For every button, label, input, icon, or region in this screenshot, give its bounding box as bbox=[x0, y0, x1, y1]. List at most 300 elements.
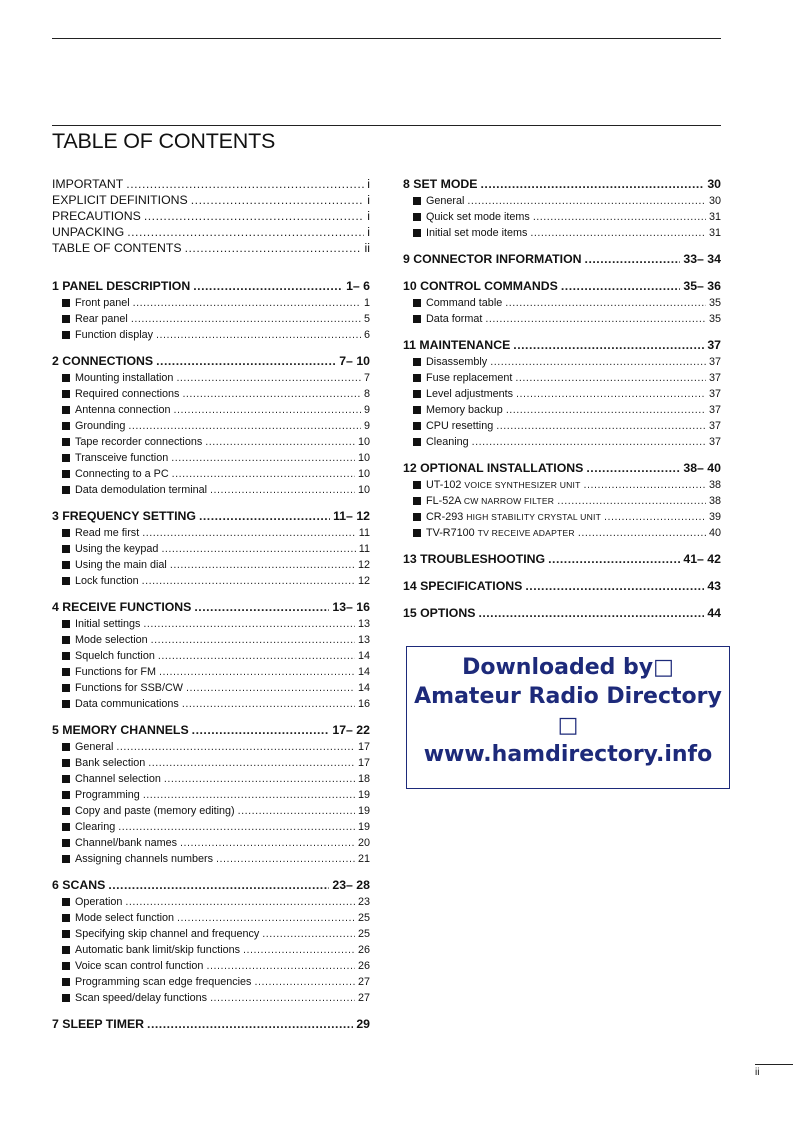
toc-entry-page: i bbox=[367, 193, 370, 207]
toc-subentry-page: 6 bbox=[363, 329, 370, 341]
toc-entry-label bbox=[52, 224, 124, 240]
leader-dots bbox=[147, 1016, 353, 1033]
leader-dots bbox=[472, 434, 706, 450]
toc-subentry-text: Initial settings bbox=[75, 618, 141, 630]
toc-subentry bbox=[52, 739, 370, 755]
leader-dots bbox=[164, 771, 355, 787]
toc-section-page: 37 bbox=[707, 338, 721, 352]
leader-dots bbox=[584, 477, 706, 493]
leader-dots bbox=[156, 327, 361, 343]
leader-dots bbox=[238, 803, 355, 819]
toc-subentry-description: TV RECEIVE ADAPTER bbox=[477, 528, 575, 538]
toc-section-label bbox=[52, 508, 196, 525]
leader-dots bbox=[467, 193, 706, 209]
toc-section-label bbox=[403, 337, 510, 354]
toc-entry-page: i bbox=[367, 225, 370, 239]
toc-subentry-text: CR-293 bbox=[426, 511, 464, 523]
toc-subentry-page: 23 bbox=[357, 896, 370, 908]
leader-dots bbox=[485, 311, 706, 327]
toc-subentry-text: Programming bbox=[75, 789, 140, 801]
toc-section bbox=[403, 251, 721, 268]
toc-subentry-page: 8 bbox=[363, 388, 370, 400]
toc-subentry-text: Programming scan edge frequencies bbox=[75, 976, 252, 988]
toc-subentry bbox=[52, 648, 370, 664]
toc-subentry bbox=[52, 573, 370, 589]
toc-subentry-page: 14 bbox=[357, 650, 370, 662]
toc-subentry-text: Using the main dial bbox=[75, 559, 167, 571]
toc-subentry bbox=[52, 926, 370, 942]
leader-dots bbox=[206, 958, 355, 974]
toc-subentry-text: Voice scan control function bbox=[75, 960, 204, 972]
toc-subentry-label bbox=[62, 557, 167, 573]
leader-dots bbox=[170, 557, 355, 573]
leader-dots bbox=[126, 176, 364, 192]
download-watermark-box bbox=[406, 646, 730, 789]
toc-entry-page: i bbox=[367, 209, 370, 223]
toc-subentry-label bbox=[62, 482, 207, 498]
toc-subentry-page: 31 bbox=[708, 227, 721, 239]
toc-section bbox=[403, 337, 721, 354]
toc-subentry-label bbox=[413, 525, 575, 541]
toc-section-label bbox=[403, 460, 583, 477]
toc-section-page: 11– 12 bbox=[333, 509, 370, 523]
leader-dots bbox=[161, 541, 355, 557]
leader-dots bbox=[108, 877, 329, 894]
toc-subentry-text: Lock function bbox=[75, 575, 139, 587]
toc-subentry-page: 9 bbox=[363, 404, 370, 416]
toc-entry-text: IMPORTANT bbox=[52, 177, 124, 191]
leader-dots bbox=[159, 664, 355, 680]
toc-subentry-page: 26 bbox=[357, 944, 370, 956]
toc-subentry-text: Using the keypad bbox=[75, 543, 159, 555]
toc-subentry-page: 17 bbox=[357, 757, 370, 769]
toc-subentry bbox=[52, 680, 370, 696]
toc-section-label bbox=[52, 278, 190, 295]
toc-section-page: 30 bbox=[707, 177, 721, 191]
leader-dots bbox=[133, 295, 361, 311]
leader-dots bbox=[199, 508, 330, 525]
toc-entry-page: ii bbox=[364, 241, 370, 255]
toc-subentry-text: Data demodulation terminal bbox=[75, 484, 208, 496]
leader-dots bbox=[177, 910, 355, 926]
toc-section bbox=[52, 877, 370, 894]
toc-subentry-label bbox=[413, 370, 512, 386]
toc-subentry-page: 19 bbox=[357, 821, 370, 833]
toc-subentry bbox=[403, 193, 721, 209]
toc-subentry-label bbox=[62, 894, 122, 910]
toc-subentry bbox=[52, 894, 370, 910]
toc-subentry bbox=[403, 209, 721, 225]
toc-subentry-label bbox=[62, 851, 213, 867]
toc-subentry-page: 38 bbox=[708, 495, 721, 507]
toc-subentry-text: General bbox=[75, 741, 114, 753]
toc-subentry-page: 10 bbox=[357, 484, 370, 496]
toc-entry-label bbox=[52, 240, 182, 256]
toc-subentry-page: 27 bbox=[357, 976, 370, 988]
toc-section-page: 17– 22 bbox=[332, 723, 370, 737]
toc-subentry bbox=[52, 974, 370, 990]
toc-subentry-text: Tape recorder connections bbox=[75, 436, 203, 448]
toc-subentry-text: Automatic bank limit/skip functions bbox=[75, 944, 241, 956]
toc-subentry bbox=[403, 509, 721, 525]
toc-subentry-page: 21 bbox=[357, 853, 370, 865]
leader-dots bbox=[513, 337, 704, 354]
leader-dots bbox=[182, 386, 361, 402]
toc-section bbox=[403, 176, 721, 193]
toc-entry-label bbox=[52, 192, 188, 208]
toc-section bbox=[52, 599, 370, 616]
leader-dots bbox=[192, 722, 330, 739]
toc-subentry-text: Command table bbox=[426, 297, 503, 309]
toc-subentry-page: 19 bbox=[357, 789, 370, 801]
leader-dots bbox=[191, 192, 365, 208]
toc-subentry bbox=[52, 466, 370, 482]
leader-dots bbox=[118, 819, 355, 835]
leader-dots bbox=[506, 402, 706, 418]
toc-section bbox=[403, 278, 721, 295]
toc-subentry-text: Bank selection bbox=[75, 757, 146, 769]
page-number-rule bbox=[755, 1064, 793, 1065]
toc-subentry-text: Operation bbox=[75, 896, 123, 908]
toc-subentry-label bbox=[62, 573, 139, 589]
toc-subentry-label bbox=[413, 225, 527, 241]
leader-dots bbox=[525, 578, 704, 595]
toc-section-page: 41– 42 bbox=[683, 552, 721, 566]
leader-dots bbox=[262, 926, 355, 942]
leader-dots bbox=[505, 295, 706, 311]
toc-section-text: 13 TROUBLESHOOTING bbox=[403, 552, 546, 566]
toc-subentry-page: 10 bbox=[357, 452, 370, 464]
leader-dots bbox=[254, 974, 355, 990]
leader-dots bbox=[171, 450, 355, 466]
toc-subentry bbox=[403, 311, 721, 327]
toc-subentry-page: 10 bbox=[357, 468, 370, 480]
toc-subentry-page: 30 bbox=[708, 195, 721, 207]
toc-section-label bbox=[52, 1016, 144, 1033]
watermark-line-4: www.hamdirectory.info bbox=[423, 742, 713, 767]
toc-subentry-text: Disassembly bbox=[426, 356, 488, 368]
toc-subentry-page: 19 bbox=[357, 805, 370, 817]
toc-section-text: 2 CONNECTIONS bbox=[52, 354, 154, 368]
leader-dots bbox=[148, 755, 355, 771]
toc-subentry-label bbox=[413, 193, 464, 209]
toc-section-text: 6 SCANS bbox=[52, 878, 106, 892]
toc-front-matter bbox=[52, 176, 370, 256]
toc-subentry-text: Level adjustments bbox=[426, 388, 514, 400]
toc-entry-text: TABLE OF CONTENTS bbox=[52, 241, 182, 255]
toc-section-label bbox=[52, 722, 189, 739]
toc-subentry-label bbox=[413, 311, 482, 327]
toc-subentry bbox=[52, 450, 370, 466]
toc-subentry bbox=[52, 418, 370, 434]
toc-subentry-page: 10 bbox=[357, 436, 370, 448]
toc-section bbox=[403, 551, 721, 568]
toc-subentry-text: Specifying skip channel and frequency bbox=[75, 928, 260, 940]
toc-left-column bbox=[52, 176, 370, 1033]
toc-subentry-text: Function display bbox=[75, 329, 154, 341]
leader-dots bbox=[142, 573, 355, 589]
toc-section-text: 8 SET MODE bbox=[403, 177, 478, 191]
toc-entry-text: PRECAUTIONS bbox=[52, 209, 141, 223]
toc-subentry bbox=[403, 525, 721, 541]
toc-subentry-text: CPU resetting bbox=[426, 420, 494, 432]
toc-subentry-text: Antenna connection bbox=[75, 404, 171, 416]
toc-subentry-page: 16 bbox=[357, 698, 370, 710]
toc-subentry bbox=[403, 493, 721, 509]
leader-dots bbox=[151, 632, 355, 648]
watermark-line-3: □ bbox=[557, 713, 579, 738]
toc-subentry-page: 25 bbox=[357, 912, 370, 924]
toc-subentry bbox=[52, 434, 370, 450]
leader-dots bbox=[143, 787, 355, 803]
toc-subentry-label bbox=[62, 541, 158, 557]
toc-section-label bbox=[403, 551, 545, 568]
toc-subentry-page: 38 bbox=[708, 479, 721, 491]
leader-dots bbox=[180, 835, 355, 851]
title-rule bbox=[52, 125, 721, 126]
toc-subentry-label bbox=[62, 648, 155, 664]
toc-subentry bbox=[403, 370, 721, 386]
toc-section-page: 23– 28 bbox=[332, 878, 370, 892]
watermark-line-1: Downloaded by□ bbox=[462, 655, 674, 680]
toc-subentry-page: 39 bbox=[708, 511, 721, 523]
toc-subentry-page: 5 bbox=[363, 313, 370, 325]
toc-subentry bbox=[52, 557, 370, 573]
toc-subentry bbox=[52, 771, 370, 787]
toc-subentry bbox=[52, 402, 370, 418]
toc-subentry-page: 37 bbox=[708, 436, 721, 448]
leader-dots bbox=[172, 466, 355, 482]
toc-section-text: 14 SPECIFICATIONS bbox=[403, 579, 523, 593]
toc-entry bbox=[52, 192, 370, 208]
toc-subentry-label bbox=[62, 910, 174, 926]
toc-section-page: 44 bbox=[707, 606, 721, 620]
toc-subentry-label bbox=[62, 771, 161, 787]
toc-subentry-label bbox=[62, 942, 240, 958]
toc-subentry bbox=[52, 851, 370, 867]
toc-entry-page: i bbox=[367, 177, 370, 191]
toc-subentry bbox=[403, 354, 721, 370]
toc-subentry-page: 17 bbox=[357, 741, 370, 753]
toc-subentry-text: Channel selection bbox=[75, 773, 161, 785]
toc-subentry-text: Connecting to a PC bbox=[75, 468, 169, 480]
toc-subentry-text: Grounding bbox=[75, 420, 126, 432]
leader-dots bbox=[216, 851, 355, 867]
toc-entry bbox=[52, 208, 370, 224]
toc-subentry-text: Initial set mode items bbox=[426, 227, 528, 239]
toc-section-label bbox=[52, 599, 191, 616]
toc-subentry-label bbox=[413, 418, 493, 434]
toc-subentry bbox=[52, 541, 370, 557]
toc-section bbox=[52, 722, 370, 739]
toc-subentry-page: 18 bbox=[357, 773, 370, 785]
toc-section bbox=[52, 353, 370, 370]
toc-subentry-label bbox=[62, 402, 170, 418]
leader-dots bbox=[585, 251, 681, 268]
leader-dots bbox=[144, 208, 364, 224]
toc-section-page: 13– 16 bbox=[332, 600, 370, 614]
toc-subentry-text: Mode select function bbox=[75, 912, 175, 924]
leader-dots bbox=[128, 418, 361, 434]
leader-dots bbox=[604, 509, 706, 525]
toc-subentry bbox=[403, 418, 721, 434]
toc-section-page: 38– 40 bbox=[683, 461, 721, 475]
toc-subentry-label bbox=[62, 525, 139, 541]
toc-subentry-text: Clearing bbox=[75, 821, 116, 833]
leader-dots bbox=[586, 460, 680, 477]
toc-right-column bbox=[403, 176, 721, 622]
toc-subentry bbox=[52, 803, 370, 819]
toc-subentry bbox=[52, 370, 370, 386]
toc-subentry-text: FL-52A bbox=[426, 495, 461, 507]
toc-subentry bbox=[403, 477, 721, 493]
toc-subentry-page: 1 bbox=[363, 297, 370, 309]
toc-subentry-text: Mounting installation bbox=[75, 372, 174, 384]
toc-subentry-label bbox=[413, 354, 487, 370]
toc-subentry-label bbox=[413, 209, 530, 225]
toc-subentry-text: Squelch function bbox=[75, 650, 155, 662]
toc-subentry-label bbox=[62, 787, 140, 803]
toc-section-text: 5 MEMORY CHANNELS bbox=[52, 723, 189, 737]
toc-subentry bbox=[52, 942, 370, 958]
toc-subentry-label bbox=[62, 632, 148, 648]
toc-subentry-page: 31 bbox=[708, 211, 721, 223]
leader-dots bbox=[516, 386, 706, 402]
toc-subentry-text: Quick set mode items bbox=[426, 211, 530, 223]
toc-subentry-label bbox=[413, 295, 502, 311]
toc-section-text: 1 PANEL DESCRIPTION bbox=[52, 279, 191, 293]
toc-subentry-page: 37 bbox=[708, 388, 721, 400]
toc-subentry-page: 9 bbox=[363, 420, 370, 432]
toc-subentry bbox=[52, 482, 370, 498]
toc-subentry-text: General bbox=[426, 195, 465, 207]
toc-subentry-label bbox=[413, 402, 503, 418]
toc-subentry-page: 14 bbox=[357, 666, 370, 678]
toc-subentry-text: Data communications bbox=[75, 698, 179, 710]
toc-subentry-text: Front panel bbox=[75, 297, 130, 309]
leader-dots bbox=[480, 176, 704, 193]
toc-subentry bbox=[52, 755, 370, 771]
toc-subentry-text: Rear panel bbox=[75, 313, 128, 325]
toc-section-label bbox=[403, 176, 477, 193]
toc-section-text: 7 SLEEP TIMER bbox=[52, 1017, 145, 1031]
toc-subentry-text: UT-102 bbox=[426, 479, 462, 491]
spacer bbox=[52, 256, 370, 268]
top-rule bbox=[52, 38, 721, 39]
toc-subentry-label bbox=[62, 958, 203, 974]
toc-subentry-text: Transceive function bbox=[75, 452, 169, 464]
toc-entry bbox=[52, 224, 370, 240]
toc-section bbox=[52, 1016, 370, 1033]
toc-subentry bbox=[52, 819, 370, 835]
toc-subentry-text: Read me first bbox=[75, 527, 140, 539]
leader-dots bbox=[530, 225, 706, 241]
toc-entry bbox=[52, 240, 370, 256]
toc-subentry-page: 11 bbox=[358, 543, 370, 555]
toc-subentry-label bbox=[62, 974, 251, 990]
toc-subentry-label bbox=[62, 664, 156, 680]
toc-subentry-text: Functions for FM bbox=[75, 666, 156, 678]
toc-subentry-page: 37 bbox=[708, 372, 721, 384]
toc-entry bbox=[52, 176, 370, 192]
leader-dots bbox=[490, 354, 706, 370]
leader-dots bbox=[478, 605, 704, 622]
toc-subentry-label bbox=[62, 370, 173, 386]
toc-subentry-text: Scan speed/delay functions bbox=[75, 992, 208, 1004]
toc-subentry bbox=[52, 696, 370, 712]
toc-subentry-label bbox=[62, 819, 115, 835]
toc-section-label bbox=[403, 251, 582, 268]
leader-dots bbox=[143, 616, 355, 632]
toc-subentry bbox=[403, 295, 721, 311]
leader-dots bbox=[142, 525, 356, 541]
toc-section-page: 1– 6 bbox=[346, 279, 370, 293]
toc-section-page: 33– 34 bbox=[683, 252, 721, 266]
toc-subentry-label bbox=[62, 311, 128, 327]
toc-subentry-label bbox=[62, 696, 179, 712]
toc-subentry-page: 11 bbox=[358, 527, 370, 539]
toc-subentry bbox=[52, 386, 370, 402]
leader-dots bbox=[205, 434, 355, 450]
toc-subentry-page: 13 bbox=[357, 634, 370, 646]
toc-subentry-label bbox=[62, 739, 113, 755]
toc-section-label bbox=[52, 877, 105, 894]
leader-dots bbox=[210, 990, 355, 1006]
toc-section-text: 10 CONTROL COMMANDS bbox=[403, 279, 558, 293]
leader-dots bbox=[116, 739, 355, 755]
toc-subentry bbox=[52, 664, 370, 680]
toc-sections-left bbox=[52, 278, 370, 1033]
toc-subentry-label bbox=[62, 803, 235, 819]
leader-dots bbox=[533, 209, 706, 225]
toc-subentry-label bbox=[62, 680, 183, 696]
leader-dots bbox=[193, 278, 343, 295]
toc-entry-label bbox=[52, 208, 141, 224]
page-title: TABLE OF CONTENTS bbox=[52, 129, 276, 153]
leader-dots bbox=[158, 648, 355, 664]
toc-subentry-label bbox=[62, 926, 259, 942]
toc-subentry bbox=[52, 632, 370, 648]
toc-section-page: 35– 36 bbox=[683, 279, 721, 293]
toc-entry-label bbox=[52, 176, 123, 192]
leader-dots bbox=[194, 599, 329, 616]
toc-subentry-page: 37 bbox=[708, 420, 721, 432]
leader-dots bbox=[557, 493, 706, 509]
toc-subentry-label bbox=[62, 755, 145, 771]
toc-subentry-label bbox=[62, 835, 177, 851]
toc-subentry-page: 40 bbox=[708, 527, 721, 539]
toc-subentry bbox=[52, 327, 370, 343]
toc-subentry bbox=[52, 311, 370, 327]
toc-subentry-page: 37 bbox=[708, 404, 721, 416]
toc-subentry-text: Cleaning bbox=[426, 436, 469, 448]
toc-subentry-description: HIGH STABILITY CRYSTAL UNIT bbox=[466, 512, 602, 522]
toc-subentry-text: Copy and paste (memory editing) bbox=[75, 805, 235, 817]
toc-subentry bbox=[403, 402, 721, 418]
toc-section-label bbox=[403, 278, 558, 295]
toc-subentry-text: Mode selection bbox=[75, 634, 148, 646]
toc-subentry-label bbox=[62, 434, 202, 450]
toc-subentry-label bbox=[62, 327, 153, 343]
toc-subentry-label bbox=[62, 386, 179, 402]
leader-dots bbox=[578, 525, 706, 541]
toc-subentry-page: 25 bbox=[357, 928, 370, 940]
toc-subentry-label bbox=[413, 477, 581, 493]
toc-subentry bbox=[52, 835, 370, 851]
toc-subentry bbox=[403, 434, 721, 450]
toc-subentry bbox=[52, 295, 370, 311]
toc-section bbox=[403, 605, 721, 622]
